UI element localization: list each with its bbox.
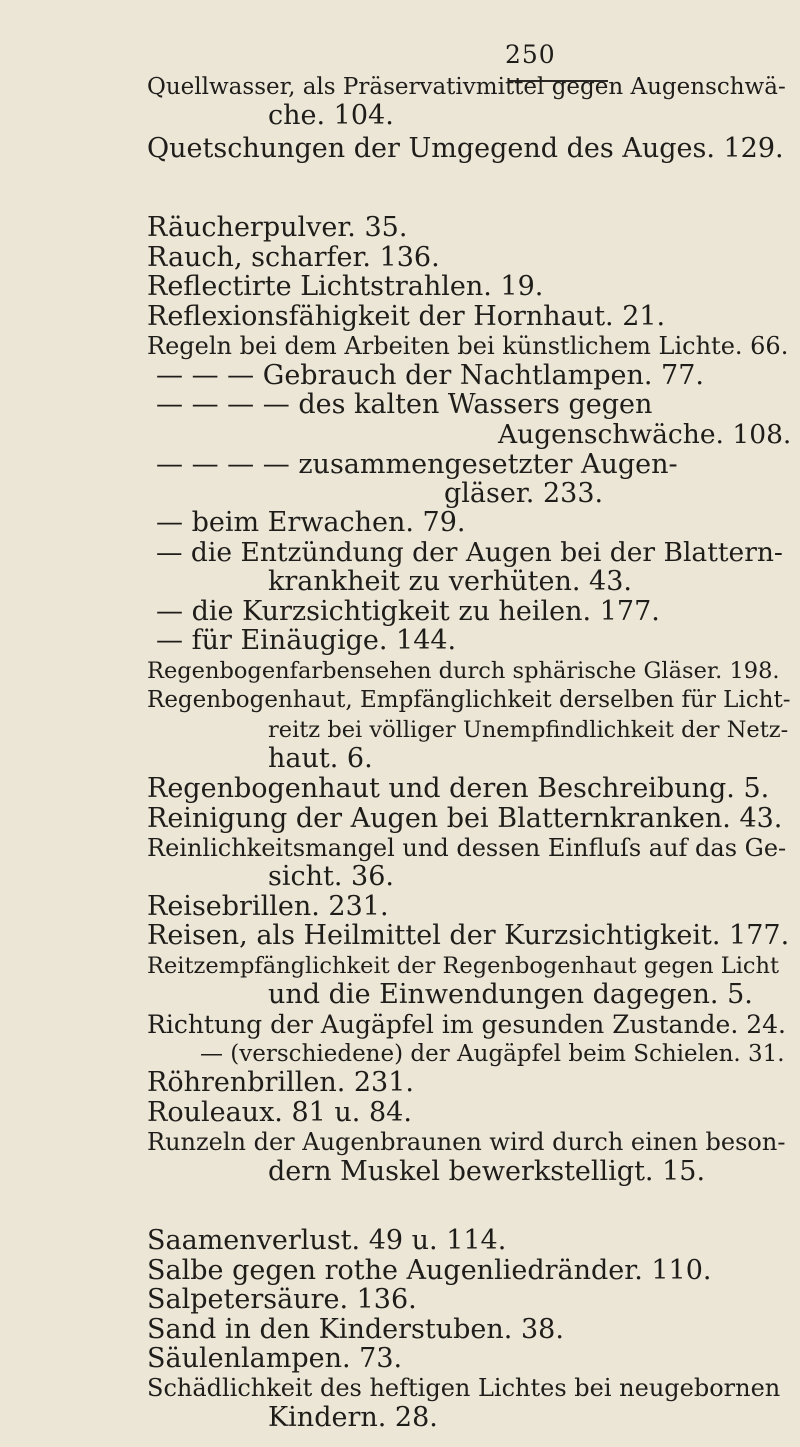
- index-entry-continuation: krankheit zu verhüten. 43.: [268, 566, 632, 597]
- index-entry: Quetschungen der Umgegend des Auges. 129.: [147, 133, 784, 164]
- index-entry: Salbe gegen rothe Augenliedränder. 110.: [147, 1255, 712, 1286]
- index-entry-continuation: dern Muskel bewerkstelligt. 15.: [268, 1156, 706, 1187]
- index-entry: Rauch, scharfer. 136.: [147, 242, 440, 273]
- index-entry: Regenbogenhaut und deren Beschreibung. 5.: [147, 773, 770, 804]
- index-entry: Röhrenbrillen. 231.: [147, 1067, 414, 1098]
- page-number: 250: [505, 40, 556, 69]
- index-entry-continuation: reitz bei völliger Unempfindlichkeit der Netz-: [268, 717, 789, 743]
- index-entry: Reitzempfänglichkeit der Regenbogenhaut gegen Licht: [147, 953, 780, 979]
- index-entry: Sand in den Kinderstuben. 38.: [147, 1314, 564, 1345]
- index-entry: Richtung der Augäpfel im gesunden Zustande. 24.: [147, 1010, 787, 1039]
- index-entry: Reflexionsfähigkeit der Hornhaut. 21.: [147, 301, 666, 332]
- index-entry: Regenbogenfarbensehen durch sphärische Gläser. 198.: [147, 658, 780, 684]
- index-entry: Reinigung der Augen bei Blatternkranken. 43.: [147, 803, 783, 834]
- index-entry-continuation: Augenschwäche. 108.: [498, 419, 792, 450]
- index-entry: Reisen, als Heilmittel der Kurzsichtigkeit. 177.: [147, 920, 790, 951]
- index-entry: Runzeln der Augenbraunen wird durch einen beson-: [147, 1128, 786, 1156]
- index-entry: Räucherpulver. 35.: [147, 212, 408, 243]
- index-entry: Reflectirte Lichtstrahlen. 19.: [147, 271, 544, 302]
- index-entry: Schädlichkeit des heftigen Lichtes bei neugebornen: [147, 1374, 781, 1402]
- index-entry: Saamenverlust. 49 u. 114.: [147, 1225, 507, 1256]
- index-entry: Rouleaux. 81 u. 84.: [147, 1097, 412, 1128]
- index-entry: Regenbogenhaut, Empfänglichkeit derselben für Licht-: [147, 687, 791, 713]
- index-entry: Regeln bei dem Arbeiten bei künstlichem Lichte. 66.: [147, 332, 789, 360]
- index-entry: Quellwasser, als Präservativmittel gegen Augenschwä-: [147, 74, 786, 100]
- index-entry: Reinlichkeitsmangel und dessen Einfluſs auf das Ge-: [147, 834, 787, 862]
- index-entry-continuation: sicht. 36.: [268, 861, 394, 892]
- index-entry-continuation: haut. 6.: [268, 743, 373, 774]
- index-entry-continuation: gläser. 233.: [444, 478, 604, 509]
- index-entry-continuation: che. 104.: [268, 100, 394, 131]
- index-entry-continuation: Kindern. 28.: [268, 1402, 438, 1433]
- index-entry: — die Entzündung der Augen bei der Blattern-: [156, 537, 783, 568]
- index-entry: Säulenlampen. 73.: [147, 1343, 403, 1374]
- index-entry: — die Kurzsichtigkeit zu heilen. 177.: [156, 596, 660, 627]
- index-entry: — — — — des kalten Wassers gegen: [156, 389, 653, 420]
- index-entry: — — — Gebrauch der Nachtlampen. 77.: [156, 360, 704, 391]
- index-entry: — für Einäugige. 144.: [156, 625, 457, 656]
- index-entry: — — — — zusammengesetzter Augen-: [156, 449, 678, 480]
- index-entry: Salpetersäure. 136.: [147, 1284, 417, 1315]
- index-entry: — (verschiedene) der Augäpfel beim Schielen. 31.: [200, 1041, 785, 1067]
- index-entry: Reisebrillen. 231.: [147, 891, 389, 922]
- index-entry-continuation: und die Einwendungen dagegen. 5.: [268, 979, 753, 1010]
- index-entry: — beim Erwachen. 79.: [156, 507, 466, 538]
